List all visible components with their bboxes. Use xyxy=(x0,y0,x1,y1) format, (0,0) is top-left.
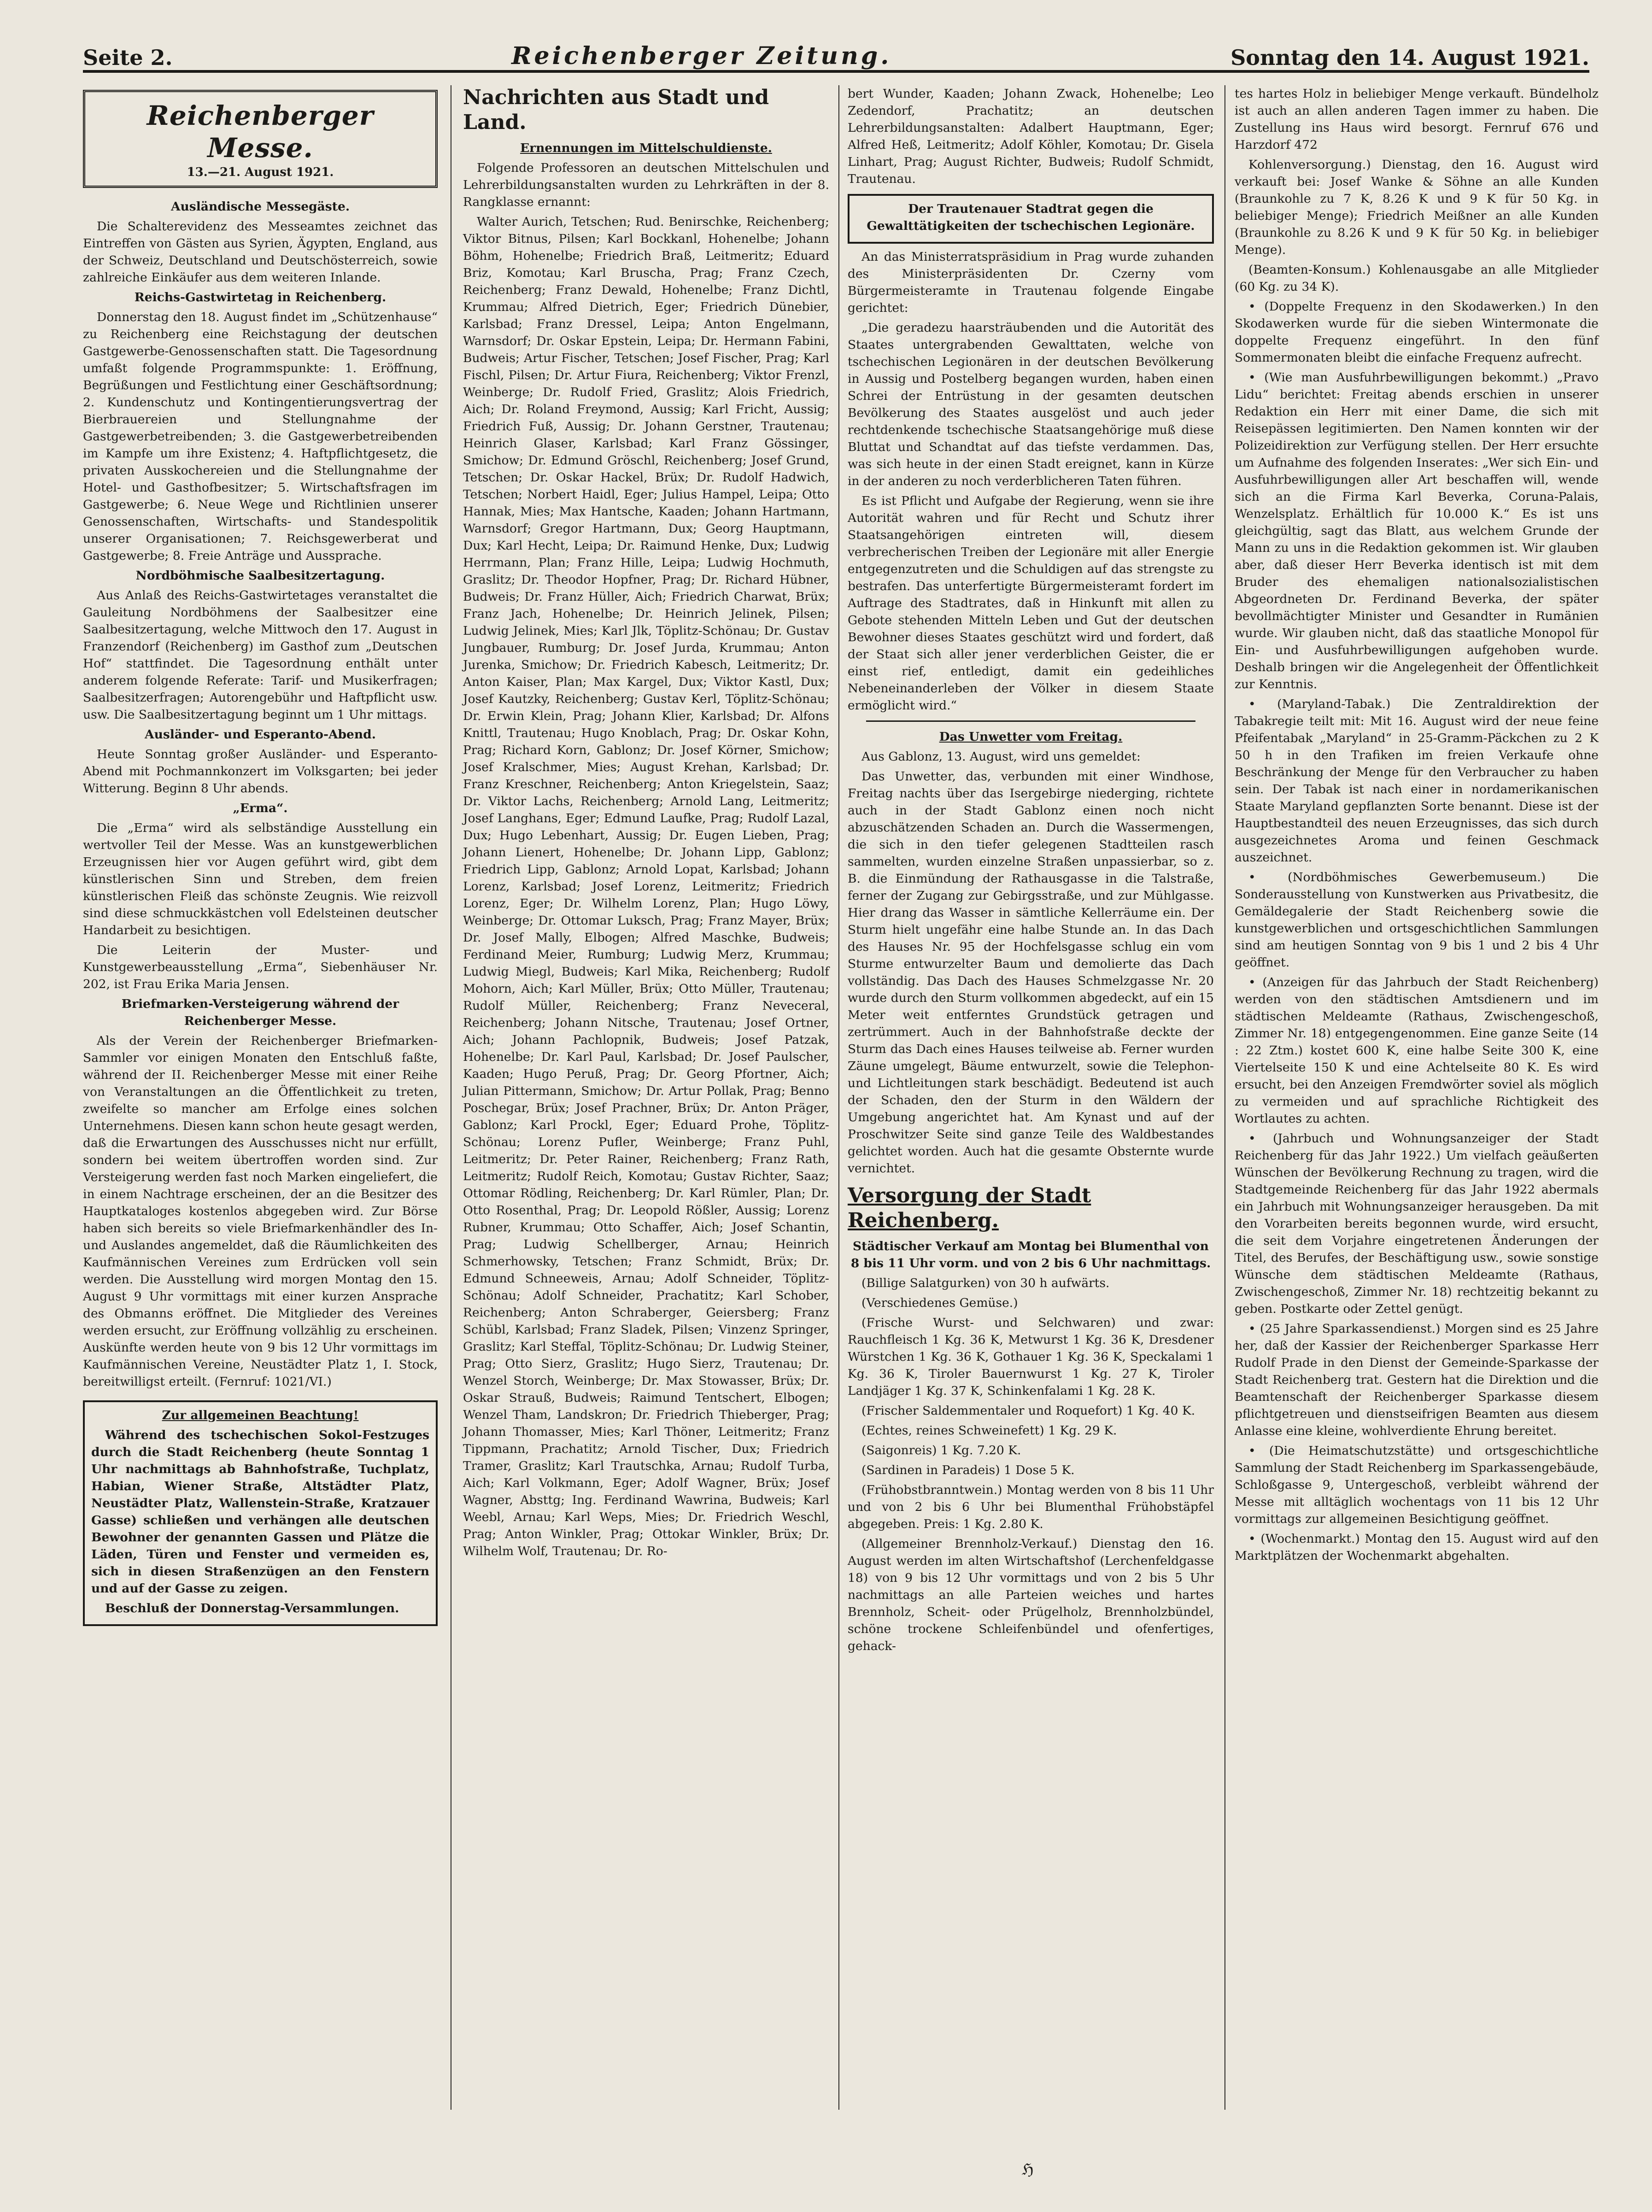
issue-date: Sonntag den 14. August 1921. xyxy=(1230,45,1589,70)
article-paragraph: „Die geradezu haarsträubenden und die Autorität des Staates untergrabenden Gewalttaten, welche von tschechischen Legionären in der deutschen Bevölkerung in Aussig und Postelberg begangen wurden, haben einen Schrei der Entrüstung in der gesamten deutschen Bevölkerung des Staates ausgelöst und auch jeder rechtdenkende tschechische Staatsangehörige muß diese Bluttat und Schandtat auf das tiefste verdammen. Das, was sich heute in der einen Stadt ereignet, kann in Kürze in der anderen zu noch verderblicheren Taten führen. xyxy=(848,321,1214,488)
section-title-supply: Versorgung der Stadt Reichenberg. xyxy=(848,1184,1091,1232)
article-paragraph: (Verschiedenes Gemüse.) xyxy=(861,1296,1018,1310)
appointment-list: Walter Aurich, Tetschen; Rud. Benirschke, Reichenberg; Viktor Bitnus, Pilsen; Karl Bockkanl, Hohenelbe; Johann Böhm, Hohenelbe; Friedrich Braß, Leitmeritz; Eduard Briz, Komotau; Karl Bruscha, Prag; Franz Czech, Reichenberg; Franz Dewald, Hohenelbe; Franz Dichtl, Krummau; Alfred Dietrich, Eger; Friedrich Dünebier, Karlsbad; Franz Dressel, Leipa; Anton Engelmann, Warnsdorf; Dr. Oskar Epstein, Leipa; Dr. Hermann Fabini, Budweis; Artur Fischer, Tetschen; Josef Fischer, Prag; Karl Fischl, Pilsen; Dr. Artur Fiura, Reichenberg; Viktor Frenzl, Weinberge; Dr. Rudolf Fried, Graslitz; Alois Friedrich, Aich; Dr. Roland Freymond, Aussig; Karl Fricht, Aussig; Friedrich Fuß, Aussig; Dr. Johann Gerstner, Trautenau; Heinrich Glaser, Karlsbad; Karl Franz Gössinger, Smichow; Dr. Edmund Gröschl, Reichenberg; Josef Grund, Tetschen; Dr. Oskar Hackel, Brüx; Dr. Rudolf Hadwich, Tetschen; Norbert Haidl, Eger; Julius Hampel, Leipa; Otto Hannak, Mies; Max Hantsche, Kaaden; Johann Hartmann, Warnsdorf; Gregor Hartmann, Dux; Georg Hauptmann, Dux; Karl Hecht, Leipa; Dr. Raimund Henke, Dux; Ludwig Herrmann, Plan; Franz Hille, Leipa; Ludwig Hochmuth, Graslitz; Dr. Theodor Hopfner, Prag; Dr. Richard Hübner, Budweis; Dr. Franz Hüller, Aich; Friedrich Charwat, Brüx; Franz Jach, Hohenelbe; Dr. Heinrich Jelinek, Pilsen; Ludwig Jelinek, Mies; Karl Jlk, Töplitz-Schönau; Dr. Gustav Jungbauer, Rumburg; Dr. Josef Jurda, Krummau; Anton Jurenka, Smichow; Dr. Friedrich Kabesch, Leitmeritz; Dr. Anton Kaiser, Plan; Max Kargel, Dux; Viktor Kastl, Dux; Josef Kautzky, Reichenberg; Gustav Kerl, Töplitz-Schönau; Dr. Erwin Klein, Prag; Johann Klier, Karlsbad; Dr. Alfons Knittl, Trautenau; Hugo Knoblach, Prag; Dr. Oskar Kohn, Prag; Richard Korn, Gablonz; Dr. Josef Körner, Smichow; Josef Kralschmer, Mies; August Krehan, Karlsbad; Dr. Franz Kreschner, Reichenberg; Anton Kriegelstein, Saaz; Dr. Viktor Lachs, Reichenberg; Arnold Lang, Leitmeritz; Josef Langhans, Eger; Edmund Laufke, Prag; Rudolf Lazal, Dux; Hugo Lebenhart, Aussig; Dr. Eugen Lieben, Prag; Johann Lienert, Hohenelbe; Dr. Johann Lipp, Gablonz; Friedrich Lipp, Gablonz; Arnold Lopat, Karlsbad; Johann Lorenz, Karlsbad; Josef Lorenz, Leitmeritz; Friedrich Lorenz, Eger; Dr. Wilhelm Lorenz, Plan; Hugo Löwy, Weinberge; Dr. Ottomar Luksch, Prag; Franz Mayer, Brüx; Dr. Josef Mally, Elbogen; Alfred Maschke, Budweis; Ferdinand Meier, Rumburg; Ludwig Merz, Krummau; Ludwig Miegl, Budweis; Karl Mika, Reichenberg; Rudolf Mohorn, Aich; Karl Müller, Brüx; Otto Müller, Trautenau; Rudolf Müller, Reichenberg; Franz Neveceral, Reichenberg; Johann Nitsche, Trautenau; Josef Ortner, Aich; Johann Pachlopnik, Budweis; Josef Patzak, Hohenelbe; Dr. Karl Paul, Karlsbad; Dr. Josef Paulscher, Kaaden; Hugo Peruß, Prag; Dr. Georg Pfortner, Aich; Julian Pittermann, Smichow; Dr. Artur Pollak, Prag; Benno Poschegar, Brüx; Josef Prachner, Brüx; Dr. Anton Präger, Gablonz; Karl Prockl, Eger; Eduard Prohe, Töplitz-Schönau; Lorenz Pufler, Weinberge; Franz Puhl, Leitmeritz; Dr. Peter Rainer, Reichenberg; Franz Rath, Leitmeritz; Rudolf Reich, Komotau; Gustav Richter, Saaz; Ottomar Rödling, Reichenberg; Dr. Karl Rümler, Plan; Dr. Otto Rosenthal, Prag; Dr. Leopold Rößler, Aussig; Lorenz Rubner, Krummau; Otto Schaffer, Aich; Josef Schantin, Prag; Ludwig Schellberger, Arnau; Heinrich Schmerhowsky, Tetschen; Franz Schmidt, Brüx; Dr. Edmund Schneeweis, Arnau; Adolf Schneider, Töplitz-Schönau; Adolf Schneider, Prachatitz; Karl Schober, Reichenberg; Anton Schraberger, Geiersberg; Franz Schübl, Karlsbad; Franz Sladek, Pilsen; Vinzenz Springer, Graslitz; Karl Steffal, Töplitz-Schönau; Dr. Ludwig Steiner, Prag; Otto Sierz, Graslitz; Hugo Sierz, Trautenau; Dr. Wenzel Storch, Weinberge; Dr. Max Stowasser, Brüx; Dr. Oskar Strauß, Budweis; Raimund Tentschert, Elbogen; Wenzel Tham, Landskron; Dr. Friedrich Thieberger, Prag; Johann Thomasser, Mies; Karl Thöner, Leitmeritz; Franz Tippmann, Prachatitz; Arnold Tischer, Dux; Friedrich Tramer, Graslitz; Karl Trautschka, Arnau; Rudolf Turba, Aich; Karl Volkmann, Eger; Adolf Wagner, Brüx; Josef Wagner, Absttg; Ing. Ferdinand Wawrina, Budweis; Karl Weebl, Arnau; Karl Weps, Mies; Dr. Friedrich Weschl, Prag; Anton Winkler, Prag; Ottokar Winkler, Brüx; Dr. Wilhelm Wolf, Trautenau; Dr. Ro- xyxy=(463,215,829,1558)
article-paragraph: Donnerstag den 18. August findet im „Schützenhause“ zu Reichenberg eine Reichstagung der deutschen Gastgewerbe-Genossenschaften statt. Die Tagesordnung umfaßt folgende Programmspunkte: 1. Eröffnung, Begrüßungen und Festlichtung einer Geschäftsordnung; 2. Kundenschutz und Kontingentierungsvertrag der Bierbrauereien und Stellungnahme der Gastgewerbetreibenden; 3. die Gastgewerbetreibenden im Kampfe um ihre Existenz; 4. Haftpflichtgesetz, die privaten Ausskochereien und die Stellungnahme der Hotel- und Gasthofbesitzer; 5. Wirtschaftsfragen im Gastgewerbe; 6. Neue Wege und Richtlinien unserer Genossenschaften, Wirtschafts- und Standespolitik unserer Organisationen; 7. Reichsgewerberat und Gastgewerbe; 8. Freie Anträge und Aussprache. xyxy=(83,310,438,563)
article-paragraph: (Billige Salatgurken) von 30 h aufwärts. xyxy=(861,1276,1110,1290)
fair-dates: 13.—21. August 1921. xyxy=(187,165,334,179)
article-paragraph: Die „Erma“ wird als selbständige Ausstellung ein wertvoller Teil der Messe. Was an kunstgewerblichen Erzeugnissen hier vor Augen geführt wird, gibt dem künstlerischen Sinn und Streben, dem freien künstlerischen Fleiß das schönste Zeugnis. Wie reizvoll sind diese schmuckkästchen voll Edelsteinen deutscher Handarbeit zu besichtigen. xyxy=(83,821,438,937)
masthead xyxy=(83,42,1589,73)
article-paragraph: • (Die Heimatschutzstätte) und ortsgeschichtliche Sammlung der Stadt Reichenberg im Sparkassengebäude, Schloßgasse 9, Untergeschoß, verbleibt während der Messe mit alltäglich wochentags von 11 bis 12 Uhr vormittags zur allgemeinen Besichtigung geöffnet. xyxy=(1235,1444,1599,1526)
article-paragraph: (Frischer Saldemmentaler und Roquefort) 1 Kg. 40 K. xyxy=(861,1404,1195,1418)
public-notice xyxy=(83,1400,438,1626)
boxed-headline xyxy=(848,194,1214,244)
article-paragraph: (Allgemeiner Brennholz-Verkauf.) Dienstag den 16. August werden im alten Wirtschaftshof (Lerchenfeldgasse 18) von 9 bis 12 Uhr vormittags und von 2 bis 5 Uhr nachmittags an alle Parteien weiches und hartes Brennholz, Scheit- oder Prügelholz, Brennholzbündel, schöne trockene Schleifenbündel und ofenfertiges, gehack- xyxy=(848,1537,1214,1653)
section-heading: Briefmarken-Versteigerung während der Reichenberger Messe. xyxy=(121,997,399,1028)
newspaper-name: Reichenberger Zeitung. xyxy=(511,42,892,70)
article-paragraph: (Frühobstbranntwein.) Montag werden von 8 bis 11 Uhr und von 2 bis 6 Uhr bei Blumenthal Frühobstäpfel abgegeben. Preis: 1 Kg. 2.80 K. xyxy=(848,1483,1214,1531)
article-paragraph: tes hartes Holz in beliebiger Menge verkauft. Bündelholz ist auch an allen anderen Tagen immer zu haben. Die Zustellung ins Haus wird besorgt. Fernruf 676 und Harzdorf 472 xyxy=(1235,87,1599,152)
article-paragraph: (Frische Wurst- und Selchwaren) und zwar: Rauchfleisch 1 Kg. 36 K, Metwurst 1 Kg. 36 K, Dresdener Würstchen 1 Kg. 36 K, Gothauer 1 Kg. 36 K, Speckalami 1 Kg. 36 K, Tiroler Bauernwurst 1 Kg. 27 K, Tiroler Landjäger 1 Kg. 37 K, Schinkenfalami 1 Kg. 28 K. xyxy=(848,1316,1214,1398)
section-heading: Ernennungen im Mittelschuldienste. xyxy=(520,141,772,155)
column-rule xyxy=(838,85,839,2110)
appointment-list-continued: bert Wunder, Kaaden; Johann Zwack, Hohenelbe; Leo Zedendorf, Prachatitz; an deutschen Lehrerbildungsanstalten: Adalbert Hauptmann, Eger; Alfred Heß, Leitmeritz; Adolf Köhler, Komotau; Dr. Gisela Linhart, Prag; August Richter, Budweis; Rudolf Schmidt, Trautenau. xyxy=(848,87,1214,186)
notice-body: Während des tschechischen Sokol-Festzuges durch die Stadt Reichenberg (heute Sonntag 1 Uhr nachmittags ab Bahnhofstraße, Tuchplatz, Habian, Wiener Straße, Altstädter Platz, Neustädter Platz, Wallenstein-Straße, Kratzauer Gasse) schließen und verhängen alle deutschen Bewohner der genannten Gassen und Plätze die Läden, Türen und Fenster und vermeiden es, sich in diesen Straßenzügen an den Fenstern und auf der Gasse zu zeigen. xyxy=(91,1428,429,1596)
article-paragraph: Die Schalterevidenz des Messeamtes zeichnet das Eintreffen von Gästen aus Syrien, Ägypten, England, aus der Schweiz, Deutschland und Deutschösterreich, sowie zahlreiche Einkäufer aus dem weiteren Inlande. xyxy=(83,219,438,285)
article-paragraph: • (Jahrbuch und Wohnungsanzeiger der Stadt Reichenberg für das Jahr 1922.) Um vielfach geäußerten Wünschen der Bevölkerung Rechnung zu tragen, wird die Stadtgemeinde Reichenberg für das Jahr 1922 abermals ein Jahrbuch mit Wohnungsanzeiger herausgeben. Da mit den Vorarbeiten bereits begonnen wurde, wird ersucht, die seit dem Vorjahre eingetretenen Änderungen der Titel, des Berufes, der Beschäftigung usw., sowie sonstige Wünsche dem städtischen Meldeamte (Rathaus, Zwischengeschoß, Zimmer Nr. 18) rechtzeitig bekannt zu geben. Postkarte oder Zettel genügt. xyxy=(1235,1131,1599,1316)
article-paragraph: (Beamten-Konsum.) Kohlenausgabe an alle Mitglieder (60 Kg. zu 34 K). xyxy=(1235,263,1599,294)
notice-title: Zur allgemeinen Beachtung! xyxy=(162,1408,359,1422)
page-number: Seite 2. xyxy=(83,45,173,70)
article-paragraph: • (Wie man Ausfuhrbewilligungen bekommt.) „Pravo Lidu“ berichtet: Freitag abends erschien in unserer Redaktion ein Herr mit einer Dame, die sich mit Reisepässen legitimierten. Den Namen konnten wir der Polizeidirektion zur Verfügung stellen. Der Herr ersuchte um Aufnahme des folgenden Inserates: „Wer sich Ein- und Ausfuhrbewilligungen aller Art beschaffen will, wende sich an die Firma Karl Beverka, Coruna-Palais, Wenzelsplatz. Erhältlich für 10.000 K.“ Es ist uns gleichgültig, sagt das Blatt, aus welchem Grunde der Mann zu uns in die Redaktion gekommen ist. Wir glauben aber, daß dieser Herr Beverka identisch ist mit dem Bruder des ehemaligen nationalsozialistischen Abgeordneten Dr. Ferdinand Beverka, der später bevollmächtigter Minister und Gesandter in Rumänien wurde. Wir glauben nicht, daß das staatliche Monopol für Ein- und Ausfuhrbewilligungen aufgehoben wurde. Deshalb bringen wir die Angelegenheit der Öffentlichkeit zur Kenntnis. xyxy=(1235,370,1599,691)
article-paragraph: • (Maryland-Tabak.) Die Zentraldirektion der Tabakregie teilt mit: Mit 16. August wird der neue feine Pfeifentabak „Maryland“ in 25-Gramm-Päckchen zu 2 K 50 h in den Trafiken im freien Verkaufe ohne Beschränkung der Menge für den Verbraucher zu haben sein. Der Tabak ist nach einer in nordamerikanischen Staate Maryland gepflanzten Sorte benannt. Diese ist der Hauptbestandteil des neuen Erzeugnisses, das sich durch ausgezeichnetes Aroma und feinen Geschmack auszeichnet. xyxy=(1235,697,1599,865)
column-3 xyxy=(848,85,1214,1657)
column-2 xyxy=(463,85,829,1562)
article-paragraph: (Sardinen in Paradeis) 1 Dose 5 K. xyxy=(861,1463,1075,1477)
article-paragraph: Aus Anlaß des Reichs-Gastwirtetages veranstaltet die Gauleitung Nordböhmens der Saalbesitzer eine Saalbesitzertagung, welche Mittwoch den 17. August in Franzendorf (Reichenberg) im Gasthof zum „Deutschen Hof“ stattfindet. Die Tagesordnung enthält unter anderem folgende Referate: Tarif- und Musikerfragen; Saalbesitzerfragen; Autorengebühr und Haftpflicht usw. usw. Die Saalbesitzertagung beginnt um 1 Uhr mittags. xyxy=(83,588,438,722)
column-1 xyxy=(83,85,438,1631)
section-heading: „Erma“. xyxy=(233,801,288,815)
section-heading: Reichs-Gastwirtetag in Reichenberg. xyxy=(134,290,387,304)
section-heading: Das Unwetter vom Freitag. xyxy=(939,730,1123,744)
article-paragraph: • (25 Jahre Sparkassendienst.) Morgen sind es 25 Jahre her, daß der Kassier der Reichenberger Sparkasse Herr Rudolf Prade in den Dienst der Gemeinde-Sparkasse der Stadt Reichenberg trat. Gestern hat die Direktion und die Beamtenschaft der Reichenberger Sparkasse diesem pflichtgetreuen und dienstseifrigen Beamten aus diesem Anlasse eine kleine, wohlverdiente Ehrung bereitet. xyxy=(1235,1322,1599,1438)
column-rule xyxy=(1224,85,1225,2110)
section-heading: Ausländische Messegäste. xyxy=(170,199,350,214)
fair-title: Reichenberger Messe. xyxy=(146,100,374,164)
article-paragraph: (Echtes, reines Schweinefett) 1 Kg. 29 K. xyxy=(861,1423,1117,1438)
article-paragraph: Aus Gablonz, 13. August, wird uns gemeldet: xyxy=(861,749,1141,764)
separator xyxy=(866,720,1195,722)
section-heading: Der Trautenauer Stadtrat gegen die Gewalttätigkeiten der tschechischen Legionäre. xyxy=(867,202,1195,233)
article-paragraph: Kohlenversorgung.) Dienstag, den 16. August wird verkauft bei: Josef Wanke & Söhne an alle Kunden (Braunkohle zu 7 K, 8.26 K und 9 K für 50 Kg. in beliebiger Menge); Friedrich Meißner an alle Kunden (Braunkohle zu 8.26 K und 9 K für 50 Kg. in beliebiger Menge). xyxy=(1235,158,1599,257)
section-heading: Ausländer- und Esperanto-Abend. xyxy=(145,727,376,742)
article-paragraph: Das Unwetter, das, verbunden mit einer Windhose, Freitag nachts über das Isergebirge niederging, richtete auch in der Stadt Gablonz einen noch nicht abzuschätzenden Schaden an. Durch die Wassermengen, die sich in den tiefer gelegenen Stadtteilen rasch sammelten, wurden einzelne Straßen unpassierbar, so z. B. die Einmündung der Rathausgasse in die Talstraße, ferner der Zugang zur Gebirgsstraße, und zur Mühlgasse. Hier drang das Wasser in sämtliche Kellerräume ein. Der Sturm hielt ungefähr eine halbe Stunde an. In das Dach des Hauses Nr. 95 der Hochfelsgasse schlug ein vom Sturme entwurzelter Baum und demolierte das Dach vollständig. Das Dach des Hauses Schmelzgasse Nr. 20 wurde durch den Sturm vollkommen abgedeckt, auf ein 15 Meter weit entferntes Grundstück getragen und zertrümmert. Auch in der Bahnhofstraße deckte der Sturm das Dach eines Hauses teilweise ab. Ferner wurden Zäune umgelegt, Bäume entwurzelt, sowie die Telephon- und Lichtleitungen stark beschädigt. Bedeutend ist auch der Schaden, den der Sturm in den Wäldern der Umgebung angerichtet hat. Am Kynast und auf der Proschwitzer Seite sind ganze Teile des Waldbestandes gelichtet worden. Auch hat die gesamte Obsternte wurde vernichtet. xyxy=(848,769,1214,1176)
article-paragraph: An das Ministerratspräsidium in Prag wurde zuhanden des Ministerpräsidenten Dr. Czerny vom Bürgermeisteramte in Trautenau folgende Eingabe gerichtet: xyxy=(848,250,1214,315)
section-title-local-news: Nachrichten aus Stadt und Land. xyxy=(463,86,769,134)
article-paragraph: Heute Sonntag großer Ausländer- und Esperanto-Abend mit Pochmannkonzert im Volksgarten; bei jeder Witterung. Beginn 8 Uhr abends. xyxy=(83,747,438,796)
section-heading: Nordböhmische Saalbesitzertagung. xyxy=(135,568,385,583)
article-paragraph: • (Anzeigen für das Jahrbuch der Stadt Reichenberg) werden von den städtischen Amtsdienern und im städtischen Meldeamte (Rathaus, Zwischengeschoß, Zimmer Nr. 18) entgegengenommen. Eine ganze Seite (14 : 22 Ztm.) kostet 600 K, eine halbe Seite 300 K, eine Viertelseite 150 K und eine Achtelseite 80 K. Es wird ersucht, bei den Anzeigen Fremdwörter soviel als möglich zu vermeiden und auf sprachliche Richtigkeit des Wortlautes zu achten. xyxy=(1235,975,1599,1126)
article-paragraph: Folgende Professoren an deutschen Mittelschulen und Lehrerbildungsanstalten wurden zu Lehrkräften in der 8. Rangklasse ernannt: xyxy=(463,161,829,209)
article-paragraph: • (Nordböhmisches Gewerbemuseum.) Die Sonderausstellung von Kunstwerken aus Privatbesitz, die Gemäldegalerie der Stadt Reichenberg sowie die kunstgewerblichen und ortsgeschichtlichen Sammlungen sind am heutigen Sonntag von 9 bis 1 und 2 bis 4 Uhr geöffnet. xyxy=(1235,870,1599,970)
article-paragraph: Als der Verein der Reichenberger Briefmarken-Sammler vor einigen Monaten den Entschluß faßte, während der II. Reichenberger Messe mit einer Reihe von Veranstaltungen an die Öffentlichkeit zu treten, zweifelte so mancher am Erfolge eines solchen Unternehmens. Diesen kann schon heute gesagt werden, daß die Erwartungen des Ausschusses nicht nur erfüllt, sondern bei weitem übertroffen worden sind. Zur Versteigerung werden fast noch Marken eingeliefert, die in einem Nachtrage erscheinen, der an die Besitzer des Hauptkataloges kostenlos abgegeben wird. Zur Börse haben sich bereits so viele Briefmarkenhändler des In- und Auslandes angemeldet, daß die Räumlichkeiten des Kaufmännischen Vereines zum Erdrücken voll sein werden. Die Ausstellung wird morgen Montag den 15. August 9 Uhr vormittags mit einer kurzen Ansprache des Obmanns eröffnet. Die Mitglieder des Vereines werden ersucht, zur Eröffnung vollzählig zu erscheinen. Auskünfte werden heute von 9 bis 12 Uhr vormittags im Kaufmännischen Vereine, Neustädter Platz 1, I. Stock, bereitwilligst erteilt. (Fernruf: 1021/VI.) xyxy=(83,1034,438,1389)
page-footer-mark: ℌ xyxy=(1022,2160,1034,2179)
article-paragraph: Es ist Pflicht und Aufgabe der Regierung, wenn sie ihre Autorität wahren und für Recht und Schutz ihrer Staatsangehörigen eintreten will, diesem verbrecherischen Treiben der Legionäre mit aller Energie entgegenzutreten und die Schuldigen auf das strengste zu bestrafen. Das unterfertigte Bürgermeisteramt fordert im Auftrage des Stadtrates, daß in Hinkunft mit allen zu Gebote stehenden Mitteln Leben und Gut der deutschen Bewohner dieses Staates geschützt wird und fordert, daß der Staat sich aller jener verderblichen Geister, die er einst rief, entledigt, damit ein gedeihliches Nebeneinanderleben der Völker in diesem Staate ermöglicht wird.“ xyxy=(848,494,1214,713)
fair-banner xyxy=(83,90,438,188)
article-paragraph: • (Doppelte Frequenz in den Skodawerken.) In den Skodawerken wurde für die sieben Wintermonate die doppelte Frequenz eingeführt. In den fünf Sommermonaten bleibt die einfache Frequenz aufrecht. xyxy=(1235,299,1599,365)
article-paragraph: Die Leiterin der Muster- und Kunstgewerbeausstellung „Erma“, Siebenhäuser Nr. 202, ist Frau Erika Maria Jensen. xyxy=(83,943,438,991)
section-subheading: Städtischer Verkauf am Montag bei Blumenthal von 8 bis 11 Uhr vorm. und von 2 bis 6 Uhr nachmittags. xyxy=(850,1239,1211,1270)
column-4 xyxy=(1235,85,1599,1567)
notice-footer: Beschluß der Donnerstag-Versammlungen. xyxy=(105,1601,399,1615)
article-paragraph: (Saigonreis) 1 Kg. 7.20 K. xyxy=(861,1443,1021,1457)
article-paragraph: • (Wochenmarkt.) Montag den 15. August wird auf den Marktplätzen der Wochenmarkt abgehalten. xyxy=(1235,1532,1599,1563)
